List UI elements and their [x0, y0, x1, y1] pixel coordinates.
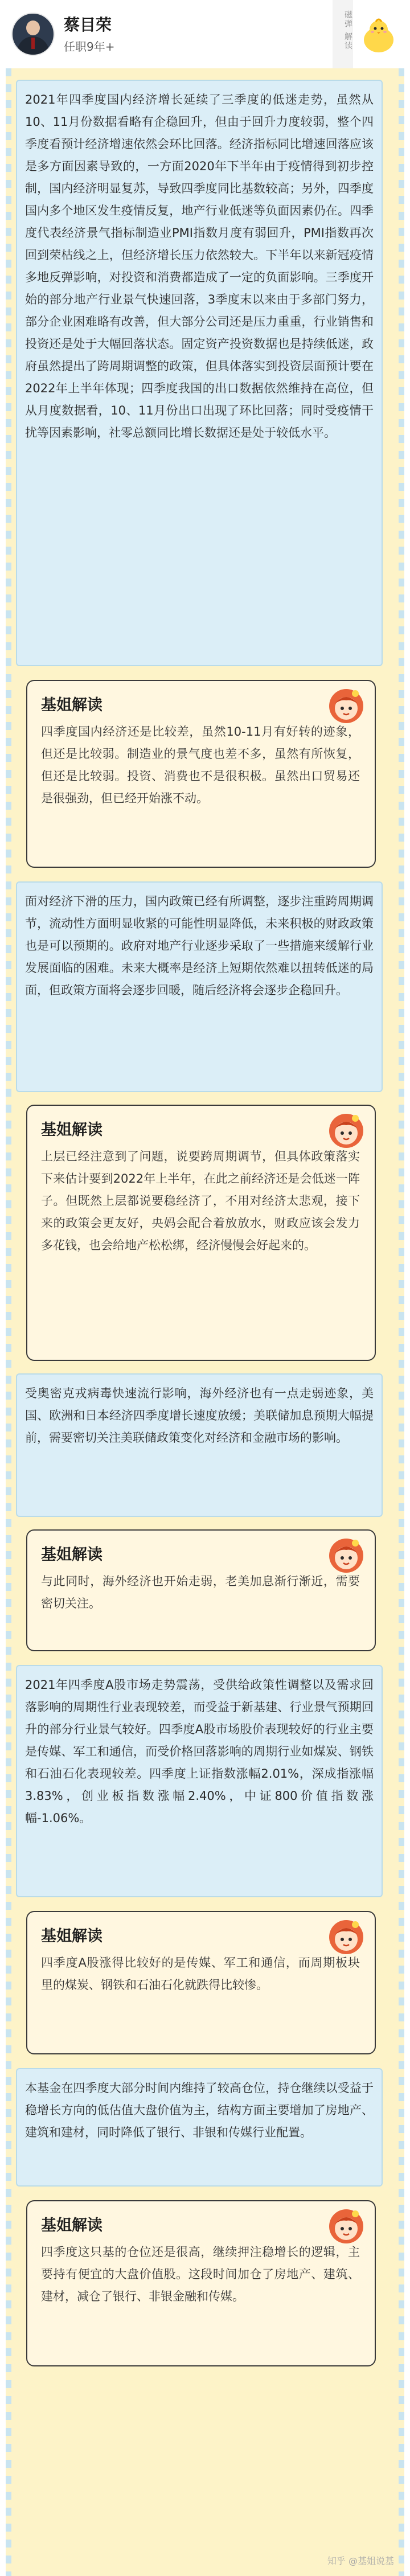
card-text: 四季度A股涨得比较好的是传媒、军工和通信，而周期板块里的煤炭、钢铁和石油石化就跌得比较惨。: [41, 1956, 360, 1992]
girl-mascot-icon: [327, 687, 366, 725]
card-text: 四季度国内经济还是比较差，虽然10-11月有好转的迹象，但还是比较弱。制造业的景气度也差不多，虽然有所恢复，但还是比较弱。投资、消费也不是很积极。虽然出口贸易还是很强劲，但已经开始涨不动。: [41, 725, 360, 805]
interpretation-ribbon: [333, 0, 353, 68]
interpretation-card: [26, 680, 376, 868]
card-title: 基姐解读: [41, 1121, 102, 1139]
interpretation-card: [26, 2200, 376, 2366]
paragraph-2: 面对经济下滑的压力，国内政策已经有所调整，逐步注重跨周期调节，流动性方面明显收紧的可能性明显降低，未来积极的财政政策也是可以预期的。政府对地产行业逐步采取了一些措施来缓解行业发展面临的困难。未来大概率是经济上短期依然难以扭转低迷的局面，但政策方面将会逐步回暖，随后经济将会逐步企稳回升。: [25, 895, 374, 997]
card-title: 基姐解读: [41, 1546, 102, 1564]
interpretation-card: [26, 1529, 376, 1651]
watermark: 知乎 @基姐说基: [327, 2556, 394, 2566]
chick-mascot-icon: [359, 16, 399, 56]
paragraph-1: 2021年四季度国内经济增长延续了三季度的低迷走势，虽然从10、11月份数据看略有企稳回升，但由于回升力度较弱，整个四季度看预计经济增速依然会环比回落。经济指标同比增速回落应该是多方面因素导致的，一方面2020年下半年由于疫情得到初步控制，国内经济明显复苏，导致四季度同比基数较高；另外，四季度国内多个地区发生疫情反复，地产行业低迷等负面因素仍在。四季度代表经济景气指标制造业PMI指数月度有弱回升，PMI指数再次回到荣枯线之上，但经济增长压力依然较大。下半年以来新冠疫情多地反弹影响，对投资和消费都造成了一定的负面影响。三季度开始的部分地产行业景气快速回落，3季度末以来由于多部门努力，部分企业困难略有改善，但大部分公司还是压力重重，行业销售和投资还是处于大幅回落状态。固定资产投资数据也是持续低迷，政府虽然提出了跨周期调整的政策，但具体落实到投资层面预计要在2022年上半年体现；四季度我国的出口数据依然维持在高位，但从月度数据看，10、11月份出口出现了环比回落；同时受疫情干扰等因素影响，社零总额同比增长数据还是处于较低水平。: [25, 93, 374, 440]
interpretation-card: [26, 1105, 376, 1361]
girl-mascot-icon: [327, 1111, 366, 1150]
author-avatar[interactable]: [11, 13, 55, 56]
girl-mascot-icon: [327, 2207, 366, 2246]
card-text: 与此同时，海外经济也开始走弱，老美加息渐行渐近，需要密切关注。: [41, 1574, 360, 1610]
interpretation-card: [26, 1911, 376, 2054]
ribbon-label: 磁弹 解读: [343, 10, 352, 51]
card-title: 基姐解读: [41, 696, 102, 714]
paragraph-5: 本基金在四季度大部分时间内维持了较高仓位，持仓继续以受益于稳增长方向的低估值大盘价值为主，结构方面主要增加了房地产、建筑和建材，同时降低了银行、非银和传媒行业配置。: [25, 2081, 374, 2139]
girl-mascot-icon: [327, 1536, 366, 1575]
paragraph-3: 受奥密克戎病毒快速流行影响，海外经济也有一点走弱迹象，美国、欧洲和日本经济四季度增长速度放缓；美联储加息预期大幅提前，需要密切关注美联储政策变化对经济和金融市场的影响。: [25, 1387, 374, 1445]
card-title: 基姐解读: [41, 2217, 102, 2234]
card-text: 四季度这只基的仓位还是很高，继续押注稳增长的逻辑，主要持有便宜的大盘价值股。这段时间加仓了房地产、建筑、建材，减仓了银行、非银金融和传媒。: [41, 2245, 360, 2303]
author-name[interactable]: 蔡目荣: [64, 15, 112, 34]
paragraph-4: 2021年四季度A股市场走势震荡，受供给政策性调整以及需求回落影响的周期性行业表现较差，而受益于新基建、行业景气预期回升的部分行业景气较好。四季度A股市场股价表现较好的行业主要是传媒、军工和通信，而受价格回落影响的周期行业如煤炭、钢铁和石油石化表现较差。四季度上证指数涨幅2.01%，深成指涨幅3.83%，创业板指数涨幅2.40%，中证800价值指数涨幅-1.06%。: [25, 1678, 374, 1825]
card-text: 上层已经注意到了问题，说要跨周期调节，但具体政策落实下来估计要到2022年上半年，在此之前经济还是会低迷一阵子。但既然上层都说要稳经济了，不用对经济太悲观，接下来的政策会更友好，央妈会配合着放放水，财政应该会发力多花钱，也会给地产松松绑，经济慢慢会好起来的。: [41, 1150, 360, 1252]
girl-mascot-icon: [327, 1918, 366, 1956]
author-header: [0, 0, 410, 68]
author-tenure: 任职9年+: [64, 40, 115, 54]
card-title: 基姐解读: [41, 1927, 102, 1945]
